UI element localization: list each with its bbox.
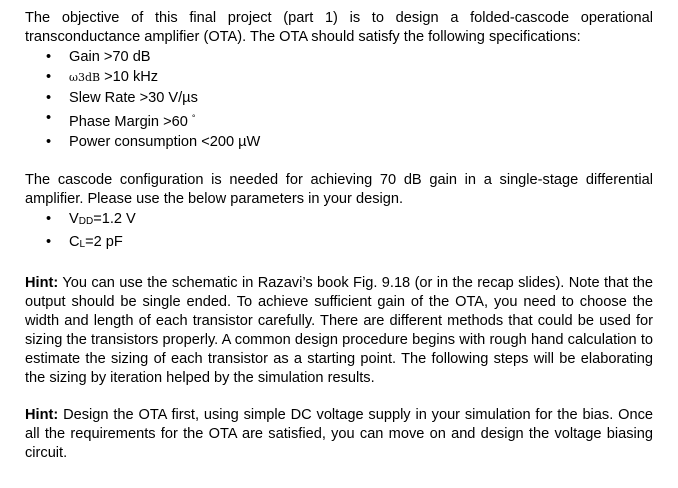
hint-label: Hint: bbox=[25, 407, 59, 423]
cascode-paragraph: The cascode configuration is needed for achieving 70 dB gain in a single-stage differential amplifier. Please use the below parameters in your design. bbox=[25, 172, 653, 207]
param-item-cl: • CL=2 pF bbox=[46, 234, 123, 250]
bullet-icon: • bbox=[46, 49, 52, 65]
spec-item-gain: • Gain >70 dB bbox=[46, 49, 151, 65]
degree-symbol: ° bbox=[191, 113, 196, 123]
spec-list bbox=[25, 47, 653, 152]
bullet-icon: • bbox=[46, 211, 52, 227]
hint-label: Hint: bbox=[25, 275, 59, 291]
hint-paragraph-1: Hint: You can use the schematic in Razavi’s book Fig. 9.18 (or in the recap slides). Note that the output should be single ended. To achieve sufficient gain of the OTA, you need to choose the width and length of each transistor carefully. There are different methods that could be used for sizing the transistors properly. A common design procedure begins with rough hand calculation to estimate the sizing of each transistor as a starting point. The following steps will be elaborating the sizing by iteration helped by the simulation results. bbox=[25, 275, 653, 386]
document-body bbox=[25, 9, 653, 463]
spec-item-slew-rate: • Slew Rate >30 V/µs bbox=[46, 90, 198, 106]
parameter-list bbox=[25, 209, 653, 255]
spec-item-phase-margin: • Phase Margin >60 ° bbox=[46, 110, 196, 130]
bullet-icon: • bbox=[46, 110, 52, 126]
bullet-icon: • bbox=[46, 69, 52, 85]
intro-paragraph: The objective of this final project (part 1) is to design a folded-cascode operational transconductance amplifier (OTA). The OTA should satisfy the following specifications: bbox=[25, 10, 653, 45]
param-item-vdd: • VDD=1.2 V bbox=[46, 211, 136, 227]
spec-item-power: • Power consumption <200 µW bbox=[46, 134, 261, 150]
bullet-icon: • bbox=[46, 234, 52, 250]
spec-item-bandwidth: • ω3dB >10 kHz bbox=[46, 69, 159, 85]
bullet-icon: • bbox=[46, 90, 52, 106]
bullet-icon: • bbox=[46, 134, 52, 150]
hint-paragraph-2: Hint: Design the OTA first, using simple DC voltage supply in your simulation for the bias. Once all the requirements for the OTA are satisfied, you can move on and design the voltage biasing circuit. bbox=[25, 407, 653, 461]
omega-3db-symbol: ω3dB bbox=[69, 71, 101, 84]
